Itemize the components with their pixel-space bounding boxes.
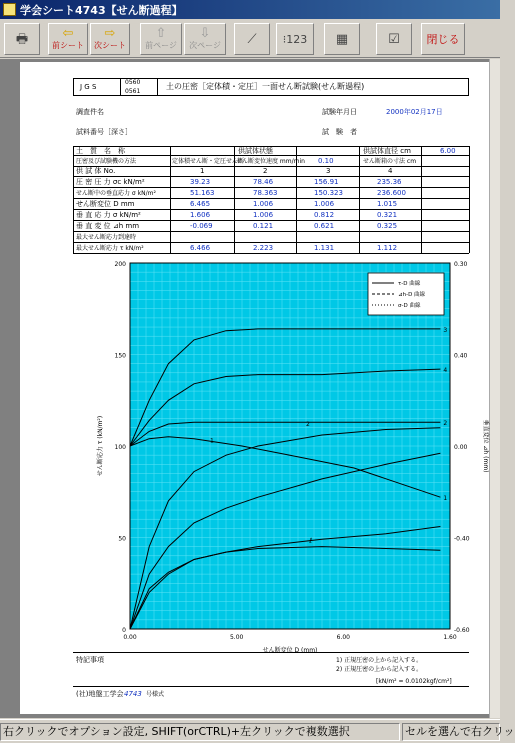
row-header-6: 最大せん断応力到達時 xyxy=(76,234,137,241)
table-cell: 0.812 xyxy=(314,211,335,219)
code-bottom: 0561 xyxy=(125,88,141,95)
test-date-label: 試験年月日 xyxy=(322,108,357,116)
y-tick-label: 100 xyxy=(114,444,126,451)
sheet-title: 土の圧密［定体積・定圧］一面せん断試験(せん断過程) xyxy=(166,82,365,91)
rate-value: 0.10 xyxy=(318,157,334,165)
status-bar xyxy=(0,719,515,743)
next-sheet-label: 次シート xyxy=(94,41,126,50)
table-cell: 150.323 xyxy=(314,189,343,197)
vertical-scrollbar[interactable] xyxy=(489,59,500,718)
print-button[interactable] xyxy=(4,23,40,55)
column-header-2: 2 xyxy=(263,167,268,175)
close-button[interactable] xyxy=(421,23,465,55)
status-hint-2: セルを選んで右クリッ xyxy=(402,723,500,741)
table-cell: 0.325 xyxy=(377,222,398,230)
y-tick-label: 150 xyxy=(114,352,126,360)
arrow-up-icon: ⇧ xyxy=(155,26,167,41)
toolbar xyxy=(0,20,500,58)
legend-entry: ⊿h-D 曲線 xyxy=(398,292,426,298)
test-date-value: 2000年02月17日 xyxy=(386,108,443,116)
y-tick-label: 0 xyxy=(122,627,126,634)
y2-tick-label: -0.40 xyxy=(454,535,470,543)
table-cell: 1.112 xyxy=(377,244,398,252)
settings-icon: ☑ xyxy=(388,31,400,47)
sheet-suffix: 号様式 xyxy=(146,691,165,698)
table-cell: 1.006 xyxy=(314,200,335,208)
y-tick-label: 200 xyxy=(114,261,126,268)
row-header-5: 垂 直 変 位 ⊿h mm xyxy=(76,222,140,230)
printer-icon: 🖶 xyxy=(15,31,29,47)
table-cell: 235.36 xyxy=(377,178,402,186)
arrow-down-icon: ⇩ xyxy=(199,26,211,41)
row-header-7: 最大せん断応力 τ kN/m² xyxy=(76,245,144,252)
table-cell: 1.015 xyxy=(377,200,398,208)
table-cell: 1.006 xyxy=(253,211,274,219)
table-icon: ▦ xyxy=(335,31,349,47)
x-tick-label: 0.00 xyxy=(123,634,137,641)
legend-entry: τ-D 曲線 xyxy=(398,281,421,287)
table-cell: 1.006 xyxy=(253,200,274,208)
survey-name-label: 調査件名 xyxy=(76,108,104,116)
column-header-1: 1 xyxy=(200,167,205,175)
footnote-1: 1) 正規圧密の上から記入する。 xyxy=(336,657,423,664)
curve-label-2: 2 xyxy=(443,420,448,428)
table-cell: -0.069 xyxy=(190,222,213,230)
method-value: 定体積せん断・定圧せん断 xyxy=(172,158,245,165)
row-header-2: せん断中の垂直応力 σ kN/m² xyxy=(76,190,156,197)
x-tick-label: 5.00 xyxy=(229,634,244,641)
table-cell: 6.466 xyxy=(190,244,211,252)
table-cell: 51.163 xyxy=(190,189,215,197)
x-tick-label: 6.00 xyxy=(336,634,351,641)
close-label: 閉じる xyxy=(426,33,460,46)
society-label: (社)地盤工学会 xyxy=(76,690,124,698)
tester-label: 試 験 者 xyxy=(322,128,357,136)
line-chart-button[interactable] xyxy=(234,23,270,55)
grid xyxy=(130,263,450,629)
sheet-number: 4743 xyxy=(124,690,142,698)
data-table-button[interactable] xyxy=(324,23,360,55)
y2-axis-label: 垂直変位 ⊿h (mm) xyxy=(482,419,489,473)
column-header-4: 4 xyxy=(388,167,393,175)
rate-label: せん断変位速度 mm/min xyxy=(236,158,305,165)
code-top: 0560 xyxy=(125,79,141,86)
height-label: せん断箱の寸法 cm xyxy=(363,158,417,165)
status-hint: 右クリックでオプション設定, SHIFT(orCTRL)+左クリックで複数選択 xyxy=(0,723,400,741)
table-cell: 1.131 xyxy=(314,244,335,252)
settings-button[interactable] xyxy=(376,23,412,55)
sample-no-label: 試料番号［深さ］ xyxy=(76,128,132,136)
soil-name-label: 土 質 名 称 xyxy=(76,147,125,155)
table-cell: 2.223 xyxy=(253,244,274,252)
method-label: 圧密及び試験機の方法 xyxy=(76,158,137,165)
curve-label-1: 1 xyxy=(443,495,448,503)
curve-label-mid-1: 1 xyxy=(210,437,214,445)
app-icon xyxy=(3,3,16,16)
table-cell: 156.91 xyxy=(314,178,339,186)
column-header-3: 3 xyxy=(326,167,331,175)
prev-page-label: 前ページ xyxy=(145,41,177,50)
y-axis-label: せん断応力 τ (kN/m²) xyxy=(97,415,104,477)
table-cell: 6.465 xyxy=(190,200,211,208)
notes-label: 特記事項 xyxy=(76,656,104,664)
curve-label-3: 3 xyxy=(443,326,448,334)
row-header-4: 垂 直 応 力 σ kN/m² xyxy=(76,211,141,219)
row-header-1: 圧 密 圧 力 σc kN/m² xyxy=(76,178,145,186)
table-cell: 0.121 xyxy=(253,222,274,230)
x-axis-label: せん断変位 D (mm) xyxy=(262,647,318,654)
y2-tick-label: 0.40 xyxy=(454,352,468,360)
row-header-0: 供 試 体 No. xyxy=(76,167,116,175)
y2-tick-label: 0.30 xyxy=(454,261,468,268)
specimen-label: 供試体状態 xyxy=(238,147,273,155)
jgs-label: J G S xyxy=(80,83,97,91)
arrow-right-icon: ⇨ xyxy=(104,26,116,41)
x-tick-label: 1.60 xyxy=(443,634,457,641)
prev-sheet-button[interactable] xyxy=(48,23,88,55)
y2-tick-label: 0.00 xyxy=(454,444,468,451)
table-cell: 78.46 xyxy=(253,178,274,186)
curve-label-mid-2: 2 xyxy=(306,421,310,429)
title-bar xyxy=(0,0,500,19)
report-sheet xyxy=(20,62,489,714)
specimen-diameter-label: 供試体直径 cm xyxy=(363,147,411,155)
next-page-label: 次ページ xyxy=(189,41,221,50)
specimen-diameter-value: 6.00 xyxy=(440,147,456,155)
y2-tick-label: -0.60 xyxy=(454,627,470,634)
prev-page-button[interactable] xyxy=(140,23,182,55)
legend-entry: σ-D 曲線 xyxy=(398,303,421,309)
table-cell: 78.363 xyxy=(253,189,278,197)
next-page-button[interactable] xyxy=(184,23,226,55)
number-format-button[interactable] xyxy=(276,23,314,55)
table-cell: 0.621 xyxy=(314,222,335,230)
stress-displacement-chart xyxy=(60,257,489,655)
table-cell: 236.600 xyxy=(377,189,406,197)
y-tick-label: 50 xyxy=(118,535,126,543)
numbers-icon: ⁝123 xyxy=(282,32,308,46)
unit-note: [kN/m² = 0.0102kgf/cm²] xyxy=(376,678,452,685)
curve-label-4: 4 xyxy=(443,367,448,375)
table-cell: 39.23 xyxy=(190,178,211,186)
curve-label-ell: ℓ xyxy=(309,536,313,545)
footnote-2: 2) 正規圧密の上から記入する。 xyxy=(336,666,423,673)
table-cell: 1.606 xyxy=(190,211,211,219)
prev-sheet-label: 前シート xyxy=(52,41,84,50)
arrow-left-icon: ⇦ xyxy=(62,26,74,41)
next-sheet-button[interactable] xyxy=(90,23,130,55)
window-title: 学会シート4743【せん断過程】 xyxy=(20,3,183,17)
table-cell: 0.321 xyxy=(377,211,398,219)
row-header-3: せん断変位 D mm xyxy=(76,200,135,208)
line-chart-icon: ⟋ xyxy=(247,31,257,47)
